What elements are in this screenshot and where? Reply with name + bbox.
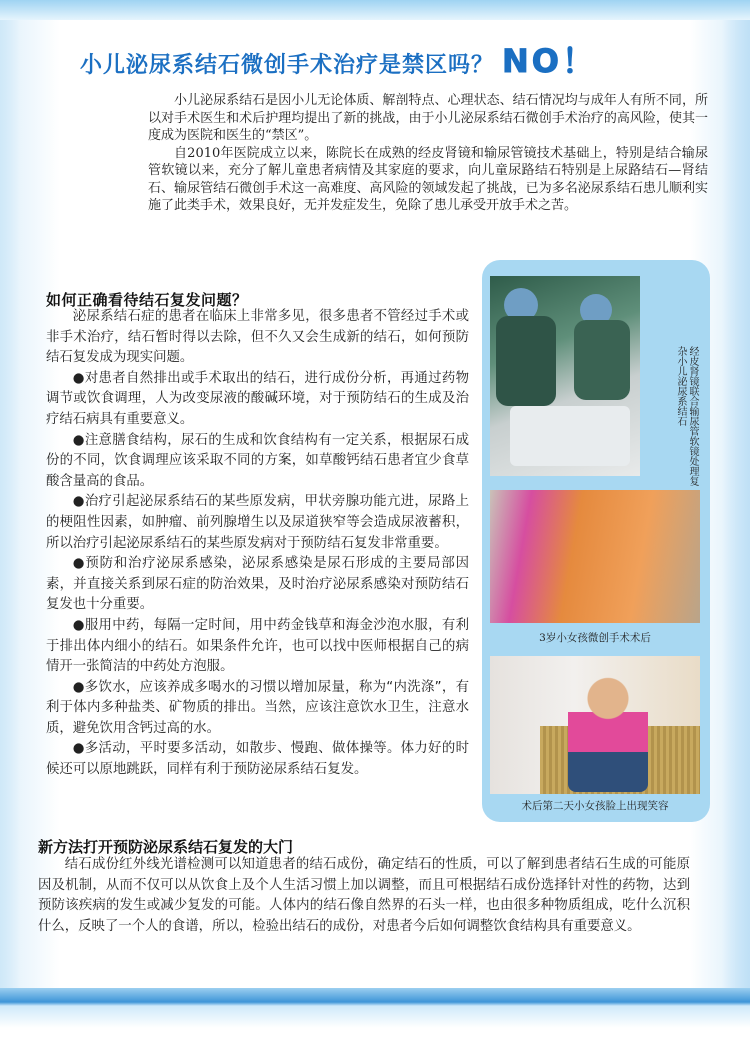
post-surgery-photo <box>490 490 700 623</box>
section1-paragraph: ●治疗引起泌尿系结石的某些原发病，甲状旁腺功能亢进，尿路上的梗阻性因素，如肿瘤、前列腺增生以及尿道狭窄等会造成尿液蓄积，所以治疗引起泌尿系结石的某些原发病对于预防结石复发非常重要。 <box>46 494 469 551</box>
right-edge-decoration <box>722 0 750 1040</box>
page-title-text: 小儿泌尿系结石微创手术治疗是禁区吗？ <box>80 53 495 78</box>
section1-paragraph: ●预防和治疗泌尿系感染，泌尿系感染是尿石形成的主要局部因素，并直接关系到尿石症的防治效果，及时治疗泌尿系感染对预防结石复发也十分重要。 <box>46 556 469 613</box>
section1-body <box>46 307 469 781</box>
smiling-girl-photo <box>490 656 700 794</box>
section1-paragraph: ●服用中药，每隔一定时间，用中药金钱草和海金沙泡水服，有利于排出体内细小的结石。如果条件允许，也可以找中医师根据自己的病情开一张简洁的中药处方泡服。 <box>46 617 469 675</box>
intro-paragraph: 自2010年医院成立以来，陈院长在成熟的经皮肾镜和输尿管镜技术基础上，特别是结合输尿管软镜以来，充分了解儿童患者病情及其家庭的要求，向儿童尿路结石特别是上尿路结石—肾结石、输尿管结石微创手术这一高难度、高风险的领域发起了挑战，已为多名泌尿系结石患儿顺利实施了此类手术，效果良好，无并发症发生，免除了患儿承受开放手术之苦。 <box>148 145 708 213</box>
left-edge-decoration <box>0 0 20 1040</box>
top-band <box>0 0 750 20</box>
section1-title: 如何正确看待结石复发问题？ <box>46 291 248 309</box>
section2-paragraph: 结石成份红外线光谱检测可以知道患者的结石成份，确定结石的性质，可以了解到患者结石生成的可能原因及机制，从而不仅可以从饮食上及个人生活习惯上加以调整，而且可根据结石成份选择针对性的药物，达到预防该疾病的发生或减少复发的可能。人体内的结石像自然界的石头一样，也由很多种物质组成，吃什么沉积什么，反映了一个人的食谱，所以，检验出结石的成份，对患者今后如何调整饮食结构具有重要意义。 <box>38 857 690 934</box>
section1-paragraph: ●多活动，平时要多活动，如散步、慢跑、做体操等。体力好的时候还可以原地跳跃，同样有利于预防泌尿系结石复发。 <box>46 741 469 778</box>
section1-paragraph: ●注意膳食结构，尿石的生成和饮食结构有一定关系，根据尿石成份的不同，饮食调理应该采取不同的方案，如草酸钙结石患者宜少食草酸含量高的食品。 <box>46 432 469 489</box>
intro-paragraph: 小儿泌尿系结石是因小儿无论体质、解剖特点、心理状态、结石情况均与成年人有所不同，所以对手术医生和术后护理均提出了新的挑战，由于小儿泌尿系结石微创手术治疗的高风险，使其一度成为医院和医生的“禁区”。 <box>148 93 708 143</box>
section2-body <box>38 855 690 937</box>
photo-caption-smiling-girl: 术后第二天小女孩脸上出现笑容 <box>521 800 669 812</box>
intro-block <box>148 92 708 215</box>
section1-paragraph: 泌尿系结石症的患者在临床上非常多见，很多患者不管经过手术或非手术治疗，结石暂时得以去除，但不久又会生成新的结石，如何预防结石复发成为现实问题。 <box>46 309 469 366</box>
section1-paragraph: ●对患者自然排出或手术取出的结石，进行成份分析，再通过药物调节或饮食调理，人为改变尿液的酸碱环境，对于预防结石的生成及治疗结石病具有重要意义。 <box>46 370 469 427</box>
bottom-band <box>0 988 750 1040</box>
page-title <box>80 36 700 82</box>
surgery-photo <box>490 276 640 476</box>
section2-title: 新方法打开预防泌尿系结石复发的大门 <box>38 838 294 856</box>
photo-caption-post-surgery: 3岁小女孩微创手术术后 <box>539 632 651 644</box>
page-title-no: NO！ <box>502 42 598 80</box>
section1-paragraph: ●多饮水，应该养成多喝水的习惯以增加尿量，称为“内洗涤”，有利于体内多种盐类、矿物质的排出。当然，应该注意饮水卫生，注意水质，避免饮用含钙过高的水。 <box>46 679 469 736</box>
photo-caption-surgery: 经皮肾镜联合输尿管软镜处理复杂小儿泌尿系结石 <box>675 346 698 486</box>
